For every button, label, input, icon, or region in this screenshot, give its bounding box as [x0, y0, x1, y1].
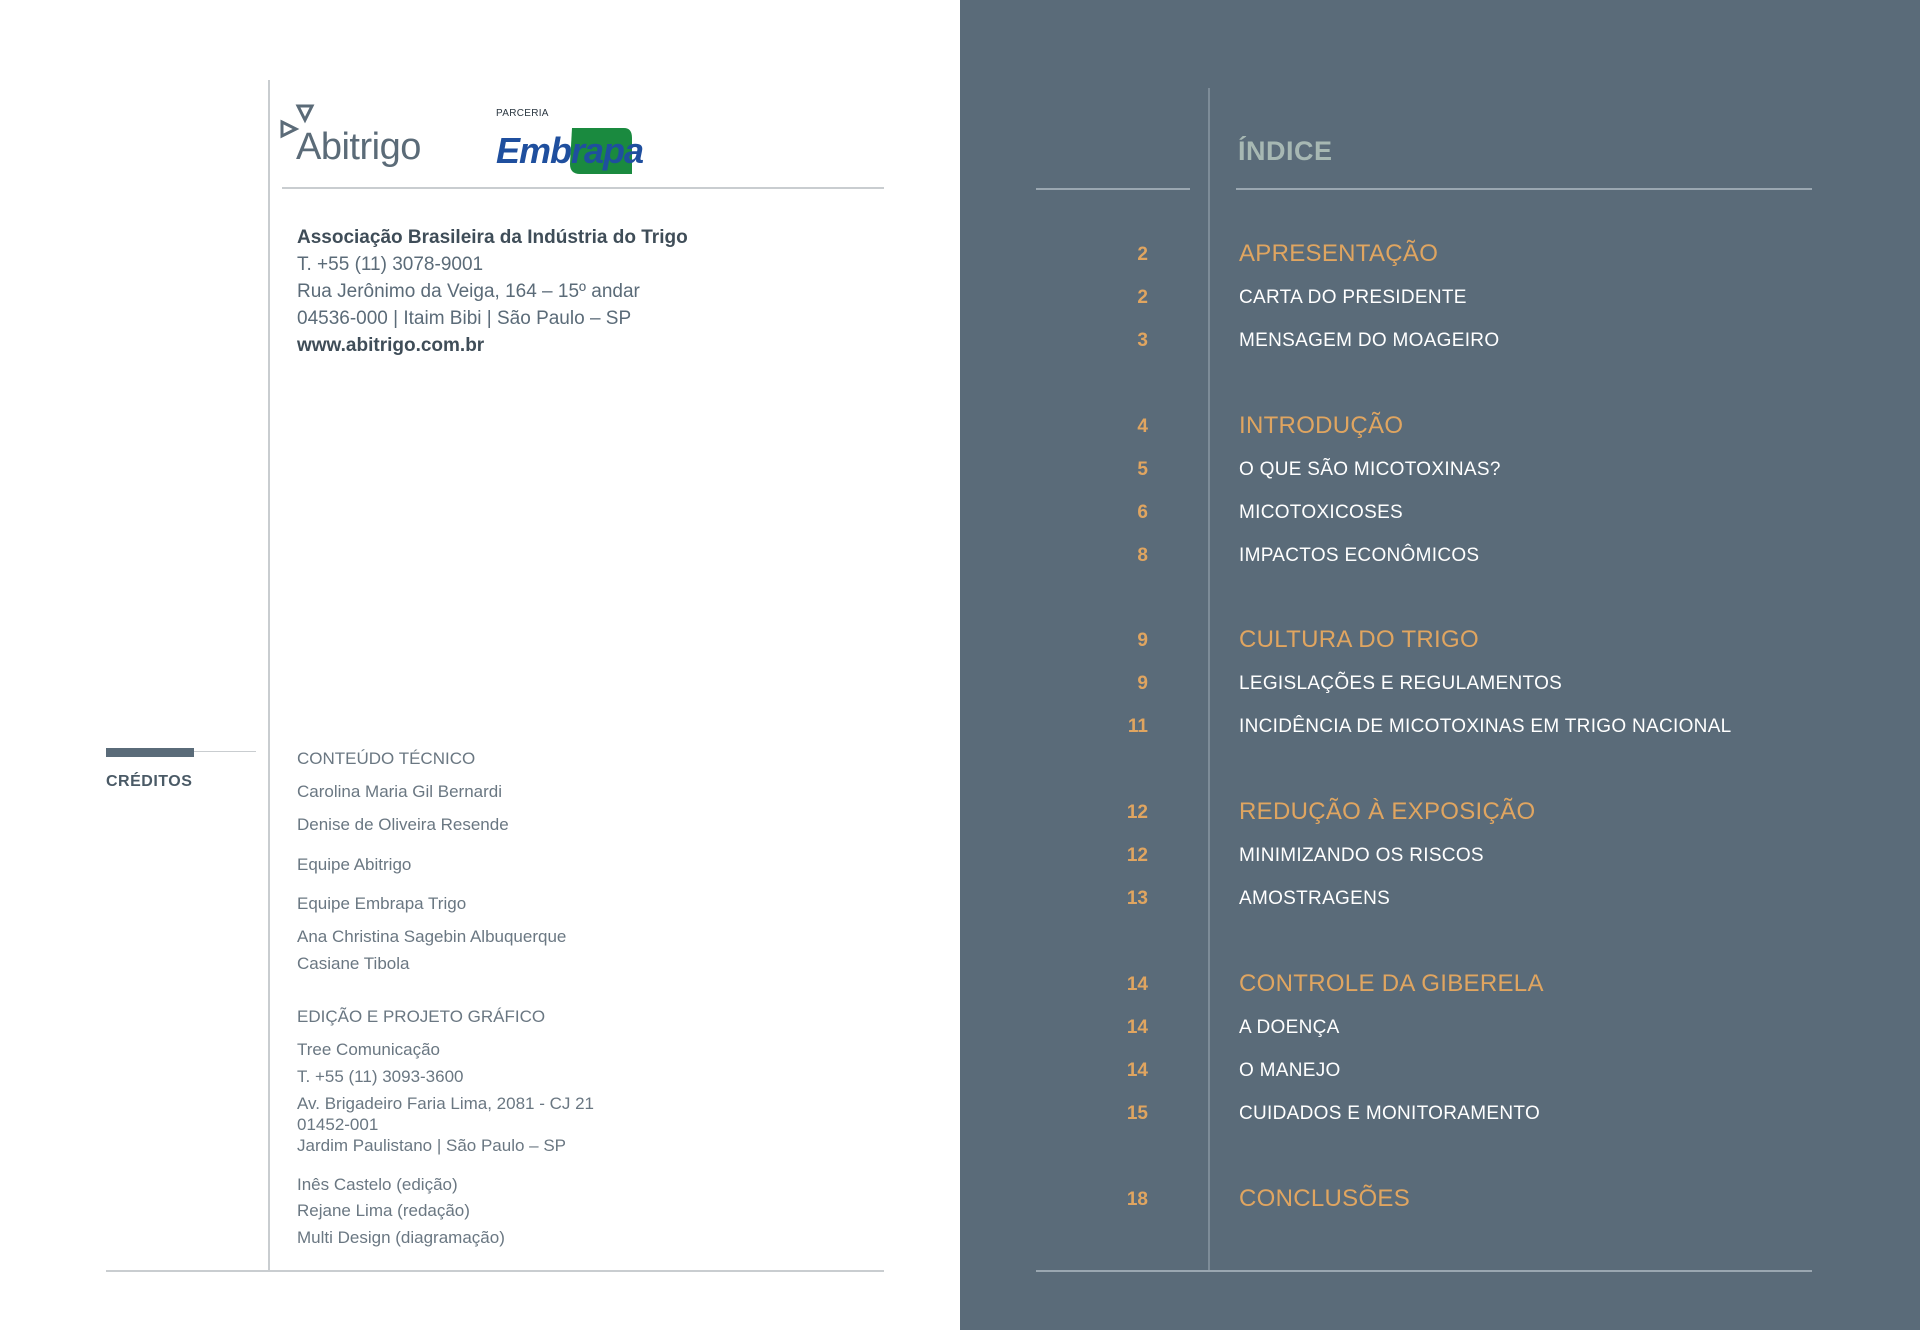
conteudo-name-2: Denise de Oliveira Resende — [297, 815, 509, 834]
toc-item[interactable] — [960, 673, 1920, 707]
toc-label: INCIDÊNCIA DE MICOTOXINAS EM TRIGO NACIONAL — [1239, 716, 1732, 737]
toc-page-number: 9 — [1137, 630, 1148, 651]
toc-label: IMPACTOS ECONÔMICOS — [1239, 545, 1480, 566]
toc-page-number: 4 — [1137, 416, 1148, 437]
org-address: Rua Jerônimo da Veiga, 164 – 15º andar — [297, 281, 640, 302]
toc-section[interactable] — [960, 1185, 1920, 1223]
index-rule-right — [1236, 188, 1812, 190]
staff-1: Inês Castelo (edição) — [297, 1175, 458, 1194]
right-page-index — [960, 0, 1920, 1330]
tree-cep: 01452-001 — [297, 1115, 379, 1134]
org-website-link[interactable]: www.abitrigo.com.br — [297, 335, 485, 356]
toc-page-number: 15 — [1126, 1103, 1148, 1124]
embrapa-name-2: Casiane Tibola — [297, 954, 410, 973]
org-contact-block — [297, 224, 688, 359]
org-cep: 04536-000 | Itaim Bibi | São Paulo – SP — [297, 308, 632, 329]
toc-section[interactable] — [960, 798, 1920, 836]
tree-address: Av. Brigadeiro Faria Lima, 2081 - CJ 21 — [297, 1094, 595, 1113]
creditos-label: CRÉDITOS — [106, 773, 193, 790]
toc-item[interactable] — [960, 1017, 1920, 1051]
toc-page-number: 18 — [1126, 1189, 1148, 1210]
toc-label: O MANEJO — [1239, 1060, 1341, 1081]
tree-comunicacao: Tree Comunicação — [297, 1040, 440, 1059]
creditos-rule — [194, 751, 256, 752]
toc-label: CONTROLE DA GIBERELA — [1239, 970, 1544, 997]
toc-section[interactable] — [960, 970, 1920, 1008]
index-title: ÍNDICE — [1238, 136, 1333, 166]
toc-item[interactable] — [960, 845, 1920, 879]
creditos-accent-bar — [106, 748, 194, 757]
toc-item[interactable] — [960, 716, 1920, 750]
toc-label: A DOENÇA — [1239, 1017, 1340, 1038]
conteudo-heading: CONTEÚDO TÉCNICO — [297, 749, 476, 768]
toc-page-number: 13 — [1126, 888, 1148, 909]
toc-label: MINIMIZANDO OS RISCOS — [1239, 845, 1484, 866]
toc-label: MICOTOXICOSES — [1239, 502, 1404, 523]
left-vertical-divider — [268, 80, 270, 1272]
toc-page-number: 14 — [1126, 1060, 1148, 1081]
toc-page-number: 14 — [1126, 1017, 1148, 1038]
toc-item[interactable] — [960, 1060, 1920, 1094]
toc-label: O QUE SÃO MICOTOXINAS? — [1239, 459, 1501, 480]
toc-page-number: 12 — [1126, 802, 1148, 823]
toc-label: AMOSTRAGENS — [1239, 888, 1391, 909]
embrapa-name-1: Ana Christina Sagebin Albuquerque — [297, 927, 567, 946]
toc-label: APRESENTAÇÃO — [1239, 240, 1439, 267]
org-name: Associação Brasileira da Indústria do Trigo — [297, 227, 688, 248]
toc-page-number: 14 — [1126, 974, 1148, 995]
tree-phone: T. +55 (11) 3093-3600 — [297, 1067, 464, 1086]
parceria-label: PARCERIA — [496, 108, 549, 119]
abitrigo-wordmark: Abitrigo — [296, 126, 421, 168]
toc-section[interactable] — [960, 626, 1920, 664]
toc-page-number: 11 — [1127, 716, 1148, 737]
toc-page-number: 3 — [1137, 330, 1148, 351]
toc-item[interactable] — [960, 888, 1920, 922]
conteudo-name-1: Carolina Maria Gil Bernardi — [297, 782, 503, 801]
toc-item[interactable] — [960, 330, 1920, 364]
toc-item[interactable] — [960, 287, 1920, 321]
toc-page-number: 12 — [1126, 845, 1148, 866]
toc-label: LEGISLAÇÕES E REGULAMENTOS — [1239, 673, 1563, 694]
org-phone: T. +55 (11) 3078-9001 — [297, 254, 484, 275]
bottom-divider-left — [106, 1270, 884, 1272]
embrapa-wordmark: Embrapa — [496, 130, 644, 171]
header-divider — [282, 187, 884, 189]
toc-item[interactable] — [960, 545, 1920, 579]
equipe-embrapa: Equipe Embrapa Trigo — [297, 894, 467, 913]
toc-page-number: 2 — [1137, 287, 1148, 308]
staff-3: Multi Design (diagramação) — [297, 1228, 505, 1247]
toc-item[interactable] — [960, 459, 1920, 493]
toc-label: CUIDADOS E MONITORAMENTO — [1239, 1103, 1541, 1124]
toc-label: REDUÇÃO À EXPOSIÇÃO — [1239, 798, 1536, 825]
toc-label: INTRODUÇÃO — [1239, 412, 1404, 439]
toc-section[interactable] — [960, 240, 1920, 278]
embrapa-logo — [496, 106, 646, 182]
edicao-heading: EDIÇÃO E PROJETO GRÁFICO — [297, 1007, 546, 1026]
toc-item[interactable] — [960, 502, 1920, 536]
index-rule-left — [1036, 188, 1190, 190]
toc-page-number: 2 — [1137, 244, 1148, 265]
bottom-divider-right — [1036, 1270, 1812, 1272]
abitrigo-logo — [280, 98, 430, 182]
toc-page-number: 5 — [1137, 459, 1148, 480]
toc-page-number: 9 — [1137, 673, 1148, 694]
toc-label: CARTA DO PRESIDENTE — [1239, 287, 1467, 308]
toc-page-number: 6 — [1137, 502, 1148, 523]
tree-city: Jardim Paulistano | São Paulo – SP — [297, 1136, 567, 1155]
toc-label: CULTURA DO TRIGO — [1239, 626, 1479, 653]
staff-2: Rejane Lima (redação) — [297, 1201, 470, 1220]
toc-label: MENSAGEM DO MOAGEIRO — [1239, 330, 1500, 351]
toc-label: CONCLUSÕES — [1239, 1185, 1411, 1212]
toc-page-number: 8 — [1137, 545, 1148, 566]
toc-section[interactable] — [960, 412, 1920, 450]
equipe-abitrigo: Equipe Abitrigo — [297, 855, 412, 874]
toc-item[interactable] — [960, 1103, 1920, 1137]
